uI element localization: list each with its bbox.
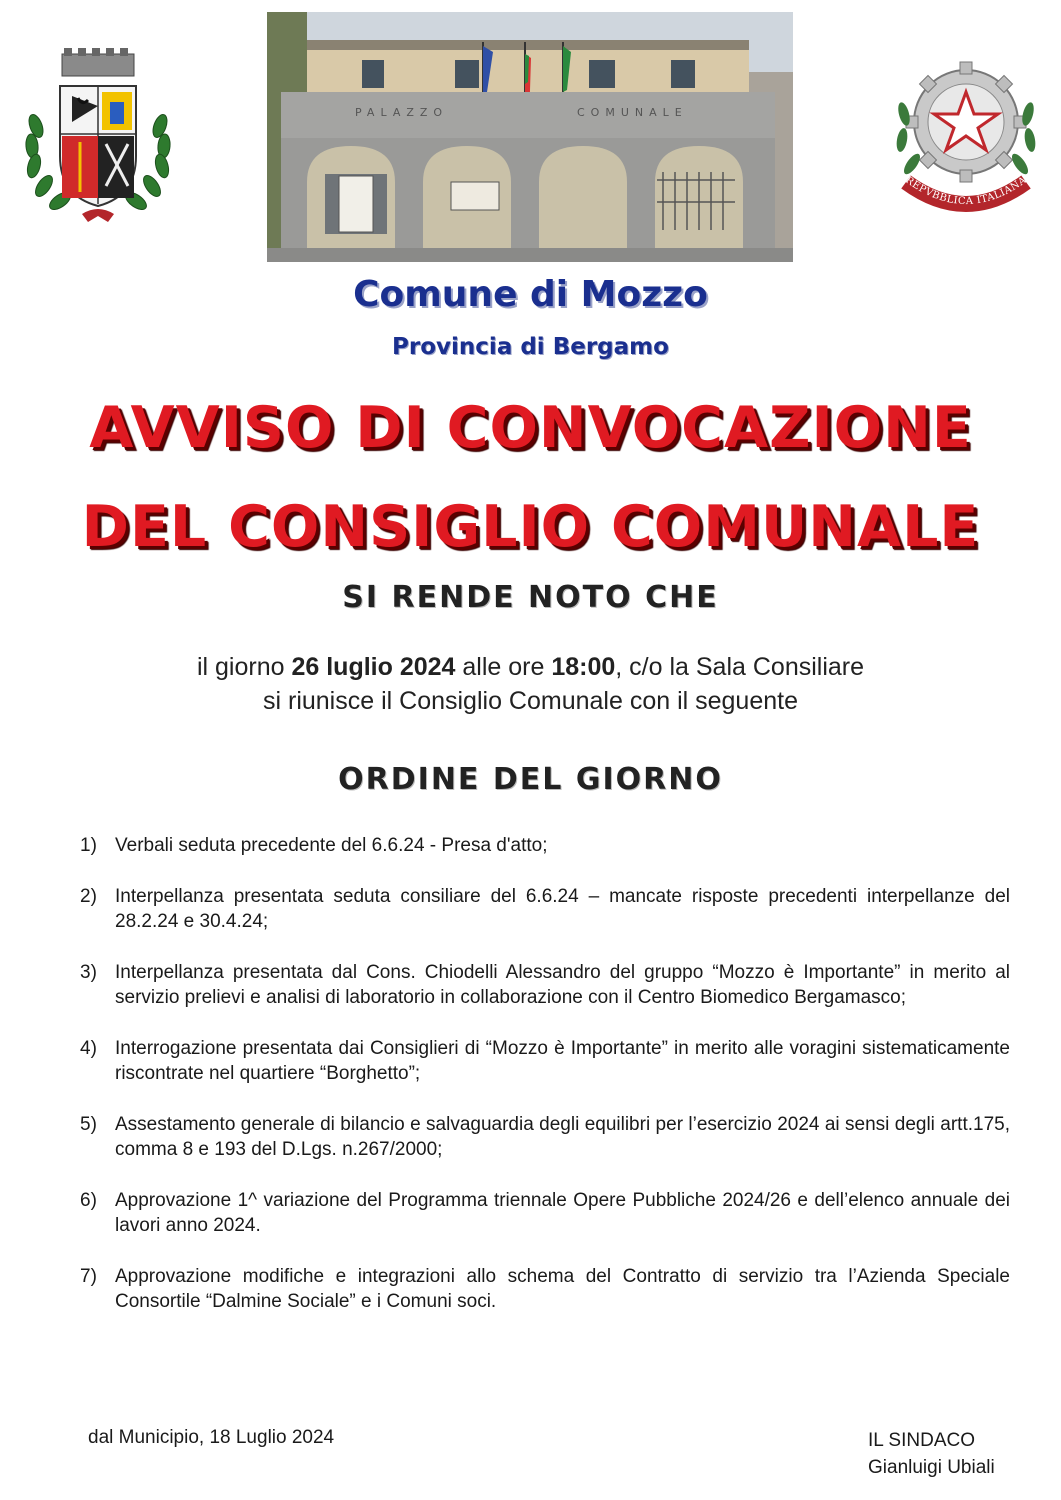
avviso-title-line2: DEL CONSIGLIO COMUNALE: [81, 494, 980, 560]
provincia-subtitle: Provincia di Bergamo: [392, 334, 669, 360]
agenda-item-number: 3): [80, 962, 97, 983]
agenda-item-number: 2): [80, 886, 97, 907]
agenda-item: [80, 1112, 1010, 1162]
ordine-heading: ORDINE DEL GIORNO: [338, 762, 723, 797]
agenda-item-number: 6): [80, 1190, 97, 1211]
agenda-item-text: Approvazione modifiche e integrazioni allo schema del Contratto di servizio tra l’Azienda Speciale Consortile “Dalmine Sociale” e i Comuni soci.: [115, 1266, 1010, 1312]
intro-text-1: il giorno: [196, 653, 292, 681]
agenda-item: [80, 1188, 1010, 1238]
agenda-item-text: Interpellanza presentata seduta consiliare del 6.6.24 – mancate risposte precedenti interpellanze del 28.2.24 e 30.4.24;: [115, 886, 1010, 932]
signer-role: IL SINDACO: [868, 1430, 975, 1451]
comune-title: Comune di Mozzo: [353, 274, 708, 315]
agenda-item-text: Interrogazione presentata dai Consiglieri di “Mozzo è Importante” in merito alle voragini sistematicamente riscontrate nel quartiere “Borghetto”;: [115, 1038, 1010, 1084]
municipal-crest: [22, 46, 174, 226]
agenda-item: [80, 960, 1010, 1010]
meeting-details: [0, 650, 1061, 684]
agenda-item: [80, 833, 1010, 858]
republic-emblem: [888, 54, 1040, 214]
agenda-item-text: Assestamento generale di bilancio e salvaguardia degli equilibri per l’esercizio 2024 ai sensi degli artt.175, comma 8 e 193 del D.Lgs. n.267/2000;: [115, 1114, 1010, 1160]
agenda-item-number: 5): [80, 1114, 97, 1135]
meeting-time: 18:00: [551, 653, 616, 681]
agenda-item-number: 7): [80, 1266, 97, 1287]
rende-noto-heading: SI RENDE NOTO CHE: [342, 580, 719, 615]
agenda-item-text: Interpellanza presentata dal Cons. Chiodelli Alessandro del gruppo “Mozzo è Importante” in merito al servizio prelievi e analisi di laboratorio in collaborazione con il Centro Biomedico Bergamasco;: [115, 962, 1010, 1008]
agenda-item: [80, 1036, 1010, 1086]
avviso-title-line1: AVVISO DI CONVOCAZIONE: [89, 395, 972, 461]
intro-text-3: , c/o la Sala Consiliare: [615, 653, 865, 681]
place-date: dal Municipio, 18 Luglio 2024: [88, 1427, 335, 1448]
agenda-item-number: 1): [80, 835, 97, 856]
building-sign-right: COMUNALE: [577, 106, 688, 119]
agenda-list: [80, 833, 1010, 1340]
agenda-item-number: 4): [80, 1038, 97, 1059]
meeting-details-line2: si riunisce il Consiglio Comunale con il seguente: [263, 687, 798, 715]
signature-block: [868, 1427, 995, 1481]
agenda-item: [80, 1264, 1010, 1314]
agenda-item-text: Approvazione 1^ variazione del Programma triennale Opere Pubbliche 2024/26 e dell’elenco annuale dei lavori anno 2024.: [115, 1190, 1010, 1236]
agenda-item-text: Verbali seduta precedente del 6.6.24 - Presa d'atto;: [115, 835, 548, 856]
town-hall-photo: [267, 12, 793, 262]
republic-ribbon-text: REPVBBLICA ITALIANA: [903, 174, 1029, 208]
meeting-date: 26 luglio 2024: [291, 653, 456, 681]
building-sign-left: PALAZZO: [355, 106, 449, 119]
intro-text-2: alle ore: [455, 653, 552, 681]
signer-name: Gianluigi Ubiali: [868, 1457, 995, 1478]
agenda-item: [80, 884, 1010, 934]
